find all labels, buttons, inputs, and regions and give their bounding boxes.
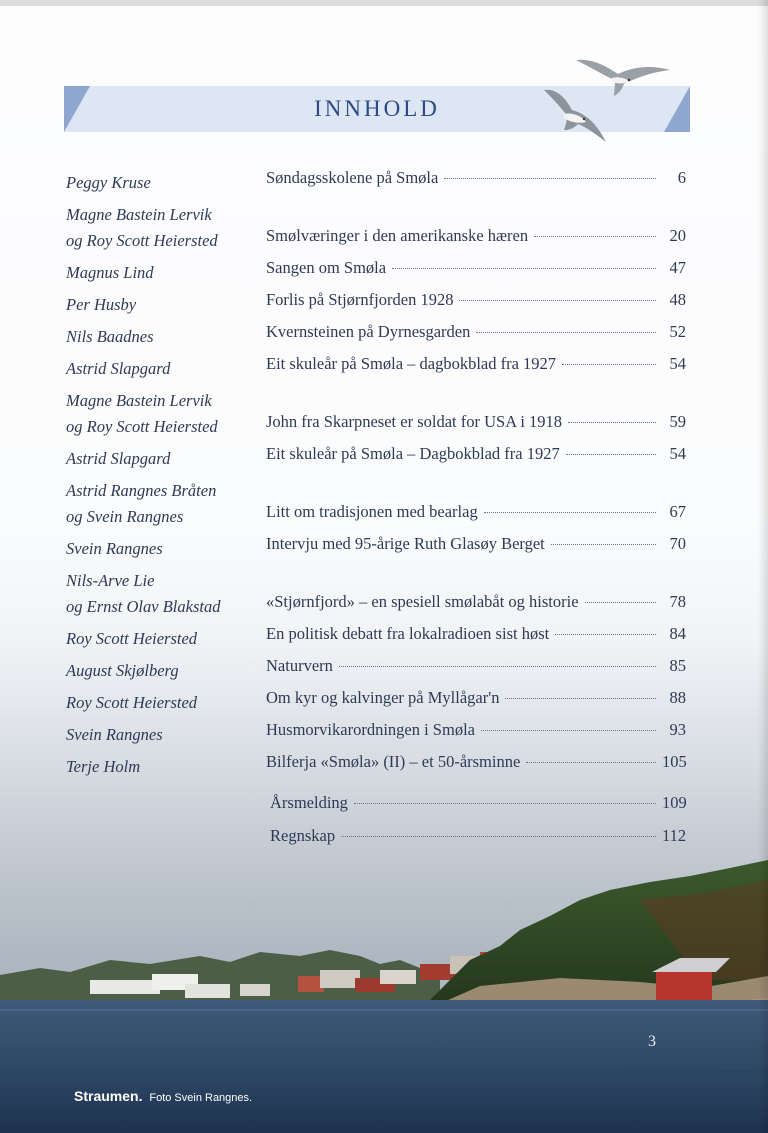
caption-credit: Foto Svein Rangnes. [149, 1092, 253, 1104]
entry-page-number: 88 [669, 688, 686, 707]
entry-title: Kvernsteinen på Dyrnesgarden [266, 322, 471, 341]
entry-authors [66, 568, 266, 620]
entry-page-number: 59 [669, 412, 686, 431]
author-line: Magne Bastein Lervik [66, 391, 212, 410]
entry-title: Forlis på Stjørnfjorden 1928 [266, 290, 454, 309]
entry-title-row [270, 793, 686, 817]
dot-leader [551, 544, 656, 545]
dot-leader [341, 836, 656, 837]
dot-leader [526, 762, 656, 763]
entry-title: John fra Skarpneset er soldat for USA i 1918 [266, 412, 563, 431]
entry-title-row [266, 534, 686, 558]
entry-title-row [266, 502, 686, 526]
author-line: Magne Bastein Lervik [66, 205, 212, 224]
entry-title: Eit skuleår på Smøla – dagbokblad fra 1927 [266, 354, 557, 373]
entry-authors [66, 324, 266, 350]
entry-page-number: 85 [669, 656, 686, 675]
author-line: Roy Scott Heiersted [66, 629, 198, 648]
dot-leader [505, 698, 656, 699]
dot-leader [534, 236, 656, 237]
caption-place: Straumen. [74, 1088, 143, 1104]
page-title: INNHOLD [314, 96, 440, 121]
entry-authors [66, 446, 266, 472]
entry-authors [66, 536, 266, 562]
entry-title-row [266, 624, 686, 648]
entry-page-number: 105 [662, 752, 687, 771]
entry-title: Husmorvikarordningen i Smøla [266, 720, 475, 739]
dot-leader [339, 666, 656, 667]
entry-title-row [266, 656, 686, 680]
author-line: Astrid Slapgard [66, 359, 171, 378]
entry-title-row [266, 290, 686, 314]
entry-page-number: 109 [662, 793, 687, 812]
dot-leader [392, 268, 656, 269]
entry-authors [66, 292, 266, 318]
author-line: og Roy Scott Heiersted [66, 231, 218, 250]
entry-title: Litt om tradisjonen med bearlag [266, 502, 478, 521]
entry-title: Naturvern [266, 656, 333, 675]
author-line: og Roy Scott Heiersted [66, 417, 218, 436]
dot-leader [562, 364, 656, 365]
entry-authors [66, 690, 266, 716]
entry-title: Om kyr og kalvinger på Myllågar'n [266, 688, 500, 707]
entry-page-number: 93 [669, 720, 686, 739]
author-line: og Svein Rangnes [66, 507, 184, 526]
author-line: Peggy Kruse [66, 173, 151, 192]
author-line: Roy Scott Heiersted [66, 693, 198, 712]
dot-leader [481, 730, 656, 731]
entry-page-number: 54 [669, 444, 686, 463]
entry-title: Intervju med 95-årige Ruth Glasøy Berget [266, 534, 545, 553]
author-line: Per Husby [66, 295, 137, 314]
author-line: Nils-Arve Lie [66, 571, 155, 590]
entry-page-number: 52 [669, 322, 686, 341]
entry-title-row [266, 688, 686, 712]
entry-title: Smølværinger i den amerikanske hæren [266, 226, 529, 245]
entry-page-number: 54 [669, 354, 686, 373]
author-line: Terje Holm [66, 757, 141, 776]
dot-leader [555, 634, 656, 635]
entry-title-row [266, 354, 686, 378]
entry-page-number: 20 [669, 226, 686, 245]
entry-title-row [266, 444, 686, 468]
entry-title: «Stjørnfjord» – en spesiell smølabåt og historie [266, 592, 579, 611]
author-line: Svein Rangnes [66, 539, 163, 558]
entry-title: Regnskap [270, 826, 336, 845]
page-right-edge [758, 0, 768, 1133]
entry-page-number: 84 [669, 624, 686, 643]
entry-title-row [266, 168, 686, 192]
entry-title-row [266, 322, 686, 346]
author-line: Magnus Lind [66, 263, 154, 282]
author-line: August Skjølberg [66, 661, 179, 680]
dot-leader [444, 178, 656, 179]
dot-leader [585, 602, 656, 603]
entry-page-number: 67 [669, 502, 686, 521]
entry-page-number: 78 [669, 592, 686, 611]
entry-authors [66, 658, 266, 684]
entry-authors [66, 356, 266, 382]
photo-caption [74, 1088, 252, 1104]
dot-leader [566, 454, 656, 455]
dot-leader [568, 422, 656, 423]
author-line: og Ernst Olav Blakstad [66, 597, 221, 616]
entry-title: Årsmelding [270, 793, 348, 812]
entry-title-row [266, 412, 686, 436]
entry-title: Bilferja «Smøla» (II) – et 50-årsminne [266, 752, 521, 771]
entry-page-number: 6 [677, 168, 686, 187]
entry-title-row [266, 720, 686, 744]
entry-authors [66, 170, 266, 196]
entry-authors [66, 260, 266, 286]
entry-title-row [266, 258, 686, 282]
entry-page-number: 48 [669, 290, 686, 309]
entry-title: En politisk debatt fra lokalradioen sist høst [266, 624, 550, 643]
entry-title: Eit skuleår på Smøla – Dagbokblad fra 1927 [266, 444, 560, 463]
page-number: 3 [648, 1033, 656, 1050]
entry-authors [66, 388, 266, 440]
entry-title-row [270, 826, 686, 850]
author-line: Svein Rangnes [66, 725, 163, 744]
entry-authors [66, 478, 266, 530]
entry-title: Sangen om Smøla [266, 258, 387, 277]
entry-title-row [266, 226, 686, 250]
entry-title: Søndagsskolene på Smøla [266, 168, 439, 187]
entry-authors [66, 722, 266, 748]
dot-leader [484, 512, 656, 513]
entry-title-row [266, 592, 686, 616]
entry-authors [66, 626, 266, 652]
entry-page-number: 47 [669, 258, 686, 277]
dot-leader [459, 300, 656, 301]
author-line: Nils Baadnes [66, 327, 154, 346]
entry-authors [66, 202, 266, 254]
entry-page-number: 112 [662, 826, 687, 845]
entry-title-row [266, 752, 686, 776]
entry-authors [66, 754, 266, 780]
dot-leader [476, 332, 656, 333]
author-line: Astrid Slapgard [66, 449, 171, 468]
entry-page-number: 70 [669, 534, 686, 553]
author-line: Astrid Rangnes Bråten [66, 481, 217, 500]
dot-leader [354, 803, 656, 804]
